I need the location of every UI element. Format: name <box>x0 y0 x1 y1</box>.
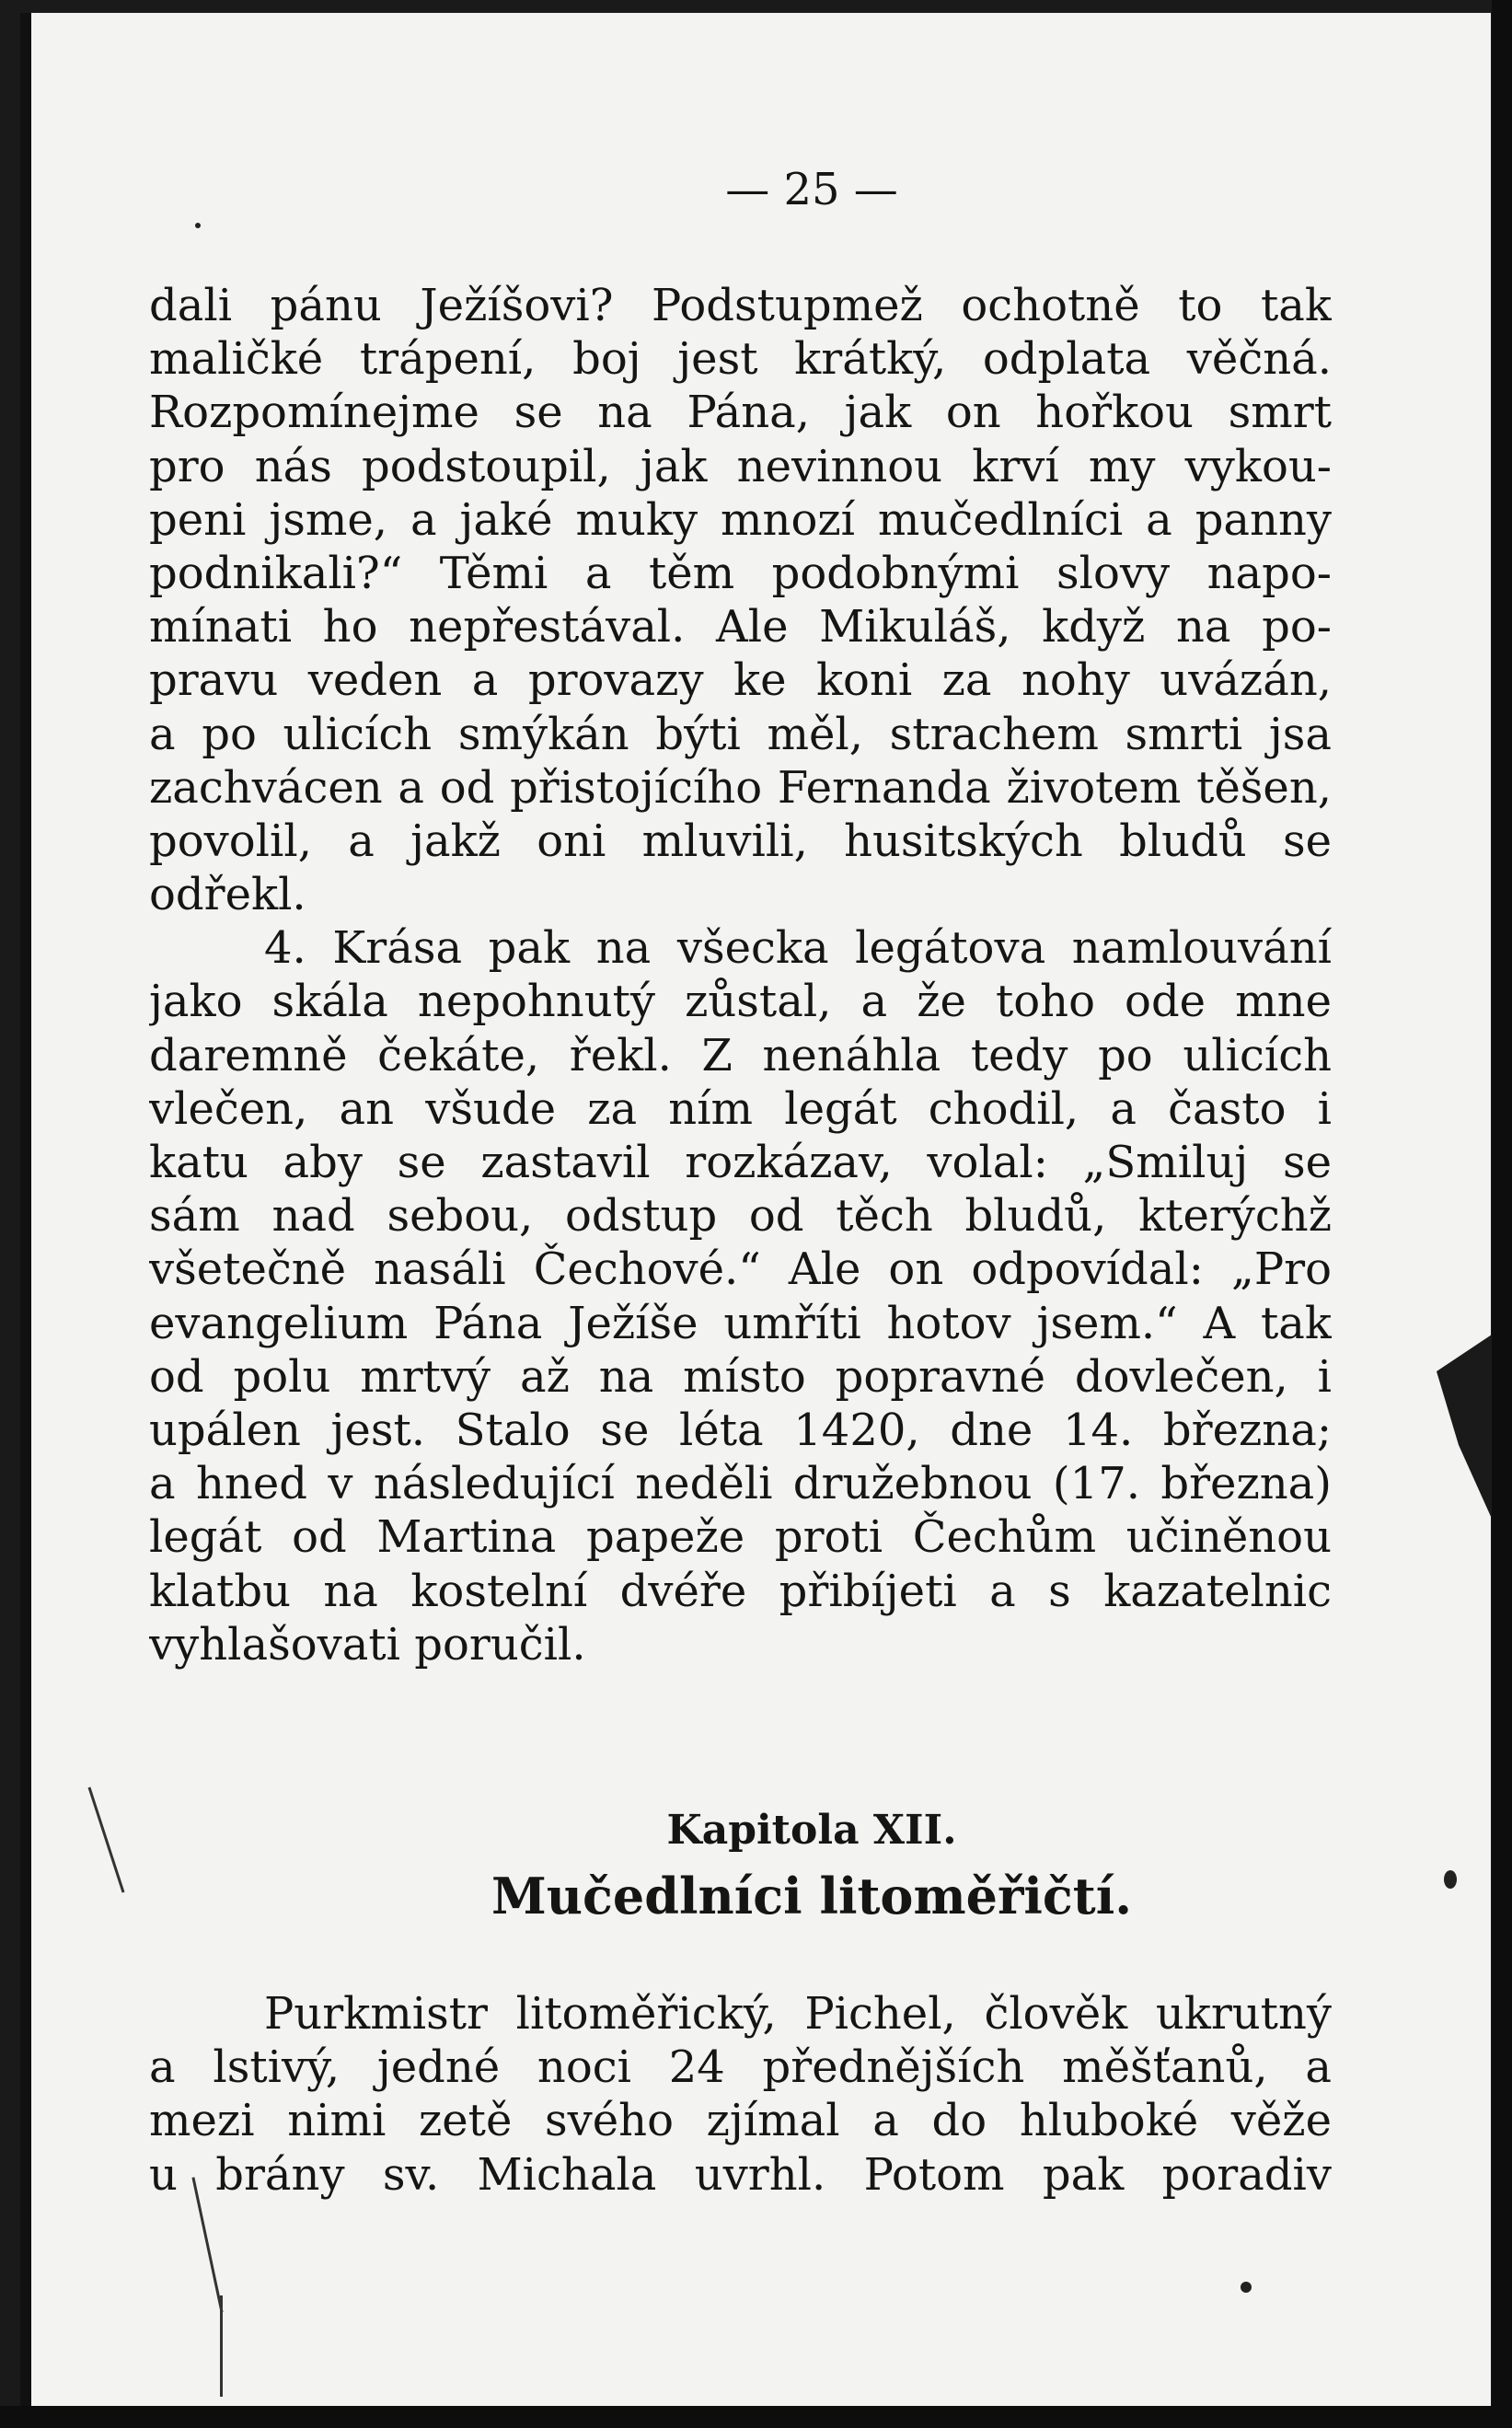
ink-spot <box>1241 2282 1252 2293</box>
text-line: a hned v následující neděli družebnou (17. března) <box>149 1458 1332 1510</box>
text-line: u brány sv. Michala uvrhl. Potom pak poradiv <box>149 2148 1332 2201</box>
text-line: Purkmistr litoměřický, Pichel, člověk ukrutný <box>264 1988 1332 2040</box>
text-line: 4. Krása pak na všecka legátova namlouvání <box>264 922 1332 975</box>
chapter-title: Mučedlníci litoměřičtí. <box>491 1867 1133 1925</box>
text-line: vlečen, an všude za ním legát chodil, a často i <box>149 1082 1332 1135</box>
text-line: sám nad sebou, odstup od těch bludů, kterýchž <box>149 1190 1332 1243</box>
text-line: mezi nimi zetě svého zjímal a do hluboké věže <box>149 2095 1332 2147</box>
text-line: pro nás podstoupil, jak nevinnou krví my vykou- <box>149 440 1332 492</box>
paragraph-1 <box>149 279 1332 921</box>
text-line: jako skála nepohnutý zůstal, a že toho ode mne <box>149 976 1332 1028</box>
text-line: evangelium Pána Ježíše umříti hotov jsem.“ A tak <box>149 1297 1332 1349</box>
text-line: mínati ho nepřestával. Ale Mikuláš, když na po- <box>149 601 1332 653</box>
scan-edge-bottom <box>0 2406 1512 2428</box>
ink-spot <box>195 223 201 228</box>
text-line: vyhlašovati poručil. <box>149 1618 586 1671</box>
chapter-body-text <box>149 1987 1332 2202</box>
text-line: podnikali?“ Těmi a těm podobnými slovy napo- <box>149 547 1332 599</box>
text-line: pravu veden a provazy ke koni za nohy uvázán, <box>149 654 1332 707</box>
paragraph-3 <box>149 1987 1332 2202</box>
scan-scratch <box>220 2295 223 2397</box>
text-line: peni jsme, a jaké muky mnozí mučedlníci a panny <box>149 493 1332 546</box>
text-line: Rozpomínejme se na Pána, jak on hořkou smrt <box>149 387 1332 439</box>
text-line: daremně čekáte, řekl. Z nenáhla tedy po ulicích <box>149 1029 1332 1081</box>
book-page <box>20 13 1491 2406</box>
ink-spot <box>1444 1870 1457 1889</box>
page-number: — 25 — <box>725 164 898 215</box>
text-line: od polu mrtvý až na místo popravné dovlečen, i <box>149 1350 1332 1403</box>
body-text <box>149 279 1332 1671</box>
text-line: upálen jest. Stalo se léta 1420, dne 14. března; <box>149 1404 1332 1456</box>
text-line: legát od Martina papeže proti Čechům učiněnou <box>149 1511 1332 1564</box>
text-line: dali pánu Ježíšovi? Podstupmež ochotně to tak <box>149 280 1332 331</box>
text-line: a lstivý, jedné noci 24 přednějších měšťanů, a <box>149 2041 1332 2094</box>
text-line: a po ulicích smýkán býti měl, strachem smrti jsa <box>149 708 1332 760</box>
text-line: klatbu na kostelní dvéře přibíjeti a s kazatelnic <box>149 1565 1332 1617</box>
paragraph-2 <box>149 921 1332 1671</box>
text-line: zachvácen a od přistojícího Fernanda životem těšen, <box>149 761 1332 814</box>
text-line: odřekl. <box>149 869 306 921</box>
text-line: všetečně nasáli Čechové.“ Ale on odpovídal: „Pro <box>149 1243 1332 1296</box>
text-line: povolil, a jakž oni mluvili, husitských bludů se <box>149 815 1332 867</box>
text-line: katu aby se zastavil rozkázav, volal: „Smiluj se <box>149 1137 1332 1188</box>
chapter-label: Kapitola XII. <box>666 1807 957 1854</box>
text-line: maličké trápení, boj jest krátký, odplata věčná. <box>149 333 1332 386</box>
scan-edge-right <box>1492 0 1512 2428</box>
